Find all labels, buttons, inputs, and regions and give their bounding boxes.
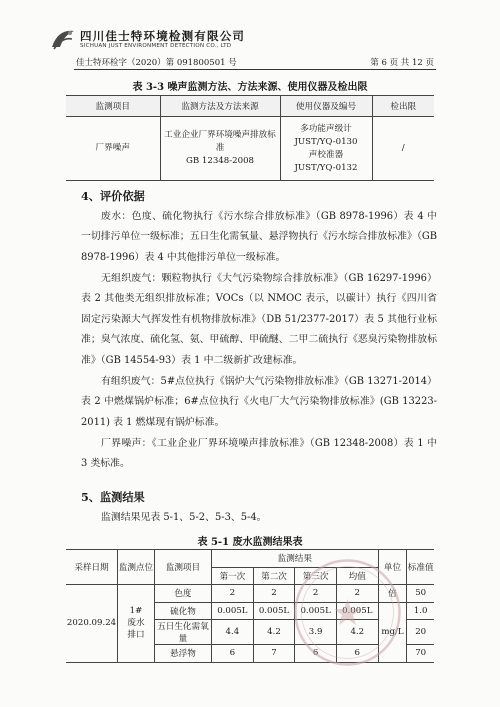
section-5-heading: 5、监测结果 [81,490,145,504]
method-line: 工业企业厂界环境噪声排放标准 [164,130,276,153]
table-header-row [66,96,434,117]
value-cell: 0.005L [212,602,254,620]
avg-cell: 2 [336,585,378,603]
method-cell [160,117,280,181]
report-number: 佳士特环检字（2020）第 091800501 号 [76,58,237,68]
header-limit: 标准值 [407,550,434,585]
avg-cell: 0.005L [336,602,378,620]
header-cell: 检出限 [372,96,434,117]
point-cell [118,585,155,663]
method-line: GB 12348-2008 [185,156,255,166]
header-rule [74,69,436,70]
table-row [66,117,434,181]
unit-cell: mg/L [378,602,407,662]
header-item: 监测项目 [154,550,211,585]
limit-cell: 1.0 [407,602,434,620]
header-run: 第二次 [253,567,295,585]
section-4-heading: 4、评价依据 [81,189,145,203]
company-logo-icon [50,27,76,51]
value-cell: 6 [295,645,337,663]
date-cell: 2020.09.24 [66,585,118,663]
avg-cell: 6 [336,645,378,663]
value-cell: 2 [295,585,337,603]
instrument-line: 声校准器 [308,149,344,160]
unit-cell: 倍 [378,585,407,603]
value-cell: 6 [212,645,254,663]
header-results: 监测结果 [212,550,379,568]
limit-cell: / [372,117,434,181]
limit-cell: 70 [407,645,434,663]
section-5-intro: 监测结果见表 5-1、5-2、5-3、5-4。 [101,512,267,523]
item-cell: 色度 [154,585,211,603]
value-cell: 4.4 [212,620,254,645]
company-name-cn: 四川佳士特环境检测有限公司 [80,29,246,43]
header-cell: 监测项目 [66,96,160,117]
table-header-row [66,550,434,568]
table-3-3-caption: 表 3-3 噪声监测方法、方法来源、使用仪器及检出限 [132,82,368,93]
value-cell: 2 [212,585,254,603]
item-cell: 悬浮物 [154,645,211,663]
item-cell: 五日生化需氧量 [154,620,211,645]
header-run: 第一次 [212,567,254,585]
value-cell: 2 [253,585,295,603]
instrument-line: JUST/YQ-0132 [294,162,358,173]
value-cell: 0.005L [253,602,295,620]
item-cell: 硫化物 [154,602,211,620]
limit-cell: 20 [407,620,434,645]
header-run: 第三次 [295,567,337,585]
point-line: 排口 [127,630,145,641]
table-row [66,585,434,603]
instrument-cell [280,117,372,181]
header-run: 均值 [336,567,378,585]
header-point: 监测点位 [118,550,155,585]
noise-method-table [66,95,434,181]
paragraph-noise: 厂界噪声：《工业企业厂界环境噪声排放标准》（GB 12348-2008）表 1 中 3 类标准。 [81,438,437,470]
paragraph-wastewater: 废水：色度、硫化物执行《污水综合排放标准》（GB 8978-1996）表 4 中一切排污单位一级标准；五日生化需氧量、悬浮物执行《污水综合排放标准》（GB 8978-1996）表 4 中其他排污单位一级标准。 [81,211,437,263]
company-name-en: SICHUAN JUST ENVIRONMENT DETECTION CO., LTD [80,43,232,49]
point-line: 废水 [127,618,145,629]
header-date: 采样日期 [66,550,118,585]
limit-cell: 50 [407,585,434,603]
paragraph-fugitive-gas: 无组织废气：颗粒物执行《大气污染物综合排放标准》（GB 16297-1996）表 2 其他类无组织排放标准；VOCs（以 NMOC 表示，以碳计）执行《四川省固定污染源大气挥发性有机物排放标准》（DB 51/2377-2017）表 5 其他行业标准；臭气浓度、硫化氢、氨、甲硫醇、甲硫醚、二甲二硫执行《恶臭污染物排放标准》（GB 14554-93）表 1 中二级新扩改建标准。 [81,273,437,366]
value-cell: 4.2 [253,620,295,645]
header-unit: 单位 [378,550,407,585]
instrument-line: JUST/YQ-0130 [294,136,358,147]
instrument-line: 多功能声级计 [300,123,352,134]
value-cell: 3.9 [295,620,337,645]
avg-cell: 4.2 [336,620,378,645]
table-5-1-caption: 表 5-1 废水监测结果表 [197,537,303,548]
value-cell: 7 [253,645,295,663]
point-line: 1# [129,606,143,617]
page-number: 第 6 页 共 12 页 [370,58,434,68]
header-cell: 监测方法及方法来源 [160,96,280,117]
item-cell: 厂界噪声 [66,117,160,181]
wastewater-results-table [66,549,434,663]
value-cell: 0.005L [295,602,337,620]
header-cell: 使用仪器及编号 [280,96,372,117]
paragraph-stack-gas: 有组织废气：5#点位执行《锅炉大气污染物排放标准》（GB 13271-2014）表 2 中燃煤锅炉标准；6#点位执行《火电厂大气污染物排放标准》(GB 13223-2011) 表 1 燃煤现有锅炉标准。 [81,376,437,428]
